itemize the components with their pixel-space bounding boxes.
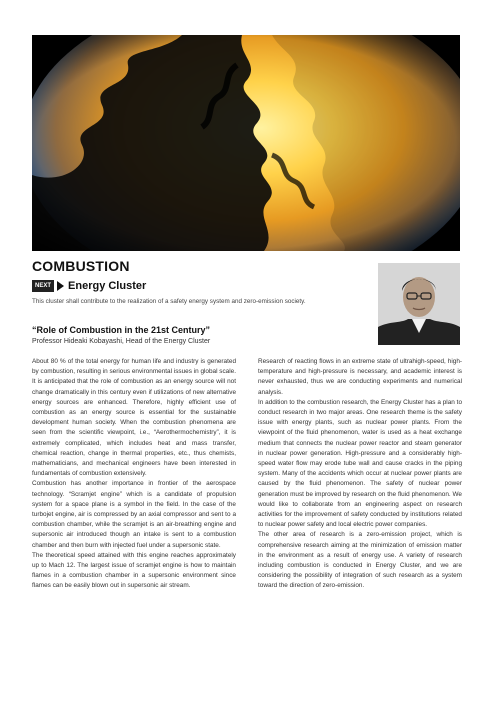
paragraph: About 80 % of the total energy for human life and industry is generated by combustion, resulting in serious environmental issues in global scale. It is anticipated that the role of combustion as an energy source will not change dramatically in this century even if utilizations of new alternative energy sources are enhanced. Therefore, highly efficient use of combustion as an energy source is essential for the sustainable development human society. When the combustion phenomena are seen from the scientific viewpoint, i.e., “Aerothermochemistry”, it is extremely complicated, which includes heat and mass transfer, chemical reaction, change in thermal properties, etc., thus chemists, mathematicians, and mechanical engineers have been interested in fundamentals of combustion extensively.: [32, 358, 236, 478]
body-column-right: [258, 357, 462, 592]
section-title: COMBUSTION: [32, 258, 130, 274]
cluster-name: Energy Cluster: [68, 280, 147, 292]
paragraph: Research of reacting flows in an extreme state of ultrahigh-speed, high-temperature and high-pressure is necessary, and academic interest is never exhausted, thus we are conducting experiments and numerical analysis.: [258, 358, 462, 396]
play-triangle-icon: [57, 281, 64, 291]
body-column-left: [32, 357, 236, 592]
paragraph: Combustion has another importance in frontier of the aerospace technology. “Scramjet engine” which is a candidate of propulsion system for a space plane is a symbol in the field. In the case of the turbojet engine, air is compressed by an axial compressor and sent to a combustion chamber, while the scramjet is an air-breathing engine and supersonic air introduced though an intake is sent to a combustion chamber and then burn with injected fuel under a supersonic state.: [32, 480, 236, 549]
paragraph: The theoretical speed attained with this engine reaches approximately up to Mach 12. The largest issue of scramjet engine is how to maintain flames in a combustion chamber in a supersonic environment since flames can be easily blown out in supersonic air stream.: [32, 551, 236, 590]
next-badge: NEXT: [32, 280, 54, 292]
paragraph: In addition to the combustion research, the Energy Cluster has a plan to conduct research in two major areas. One research theme is the safety issue with energy plants, such as nuclear power plants. From the viewpoint of the fluid phenomenon, water is used as a heat exchange medium that connects the nuclear power reactor and steam generator in nuclear power generation. High-pressure and a considerably high-speed water flow may erode tube wall and cause cracks in the piping system. Many of the accidents which occur at nuclear power plants are caused by the fluid phenomenon. The safety of nuclear power generation must be improved by research on the fluid phenomenon. We would like to collaborate from an engineering aspect on research activities for the improvement of safety conducted by institutions related to nuclear power safety and local electric power companies.: [258, 398, 462, 529]
combustion-flame-image: [32, 35, 460, 251]
article-title: “Role of Combustion in the 21st Century”: [32, 325, 211, 335]
cluster-tagline: This cluster shall contribute to the realization of a safety energy system and zero-emission society.: [32, 298, 306, 305]
article-author: Professor Hideaki Kobayashi, Head of the Energy Cluster: [32, 338, 211, 345]
professor-portrait-photo: [378, 263, 460, 345]
paragraph: The other area of research is a zero-emission project, which is comprehensive research aiming at the minimization of emission matter in the environment as a result of energy use. A variety of research including combustion is conducted in Energy Cluster, and we are considering the possibility of integration of such research as a system toward the direction of zero-emission.: [258, 531, 462, 590]
next-cluster-heading: [32, 280, 146, 292]
